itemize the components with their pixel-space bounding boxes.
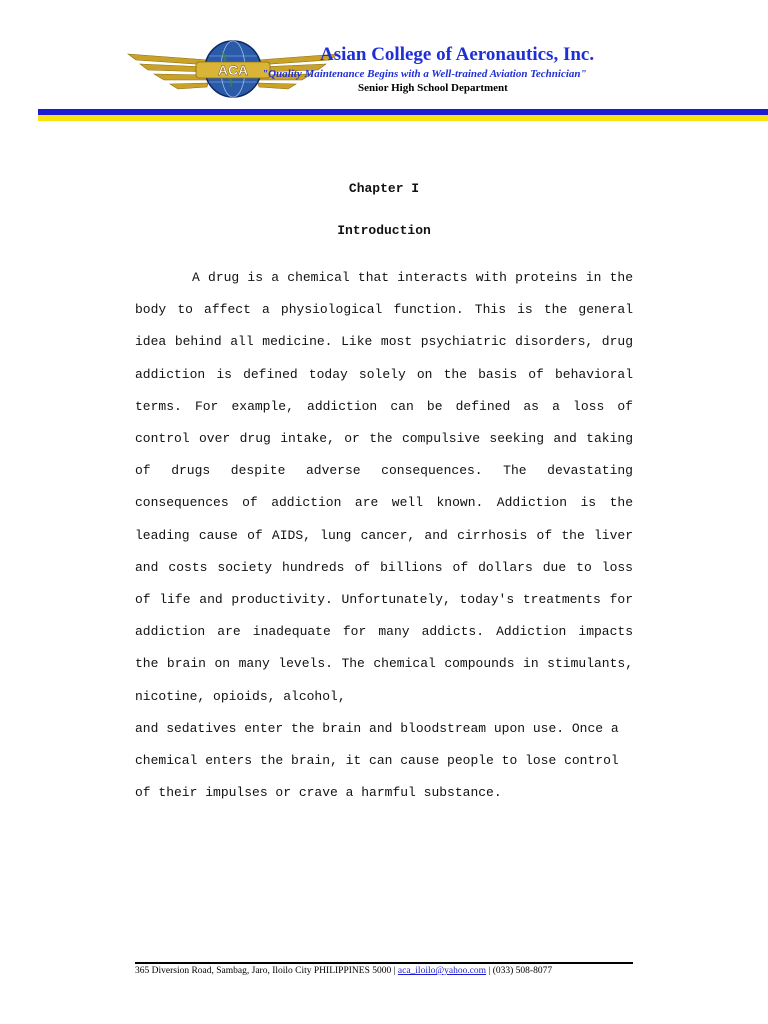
college-name: Asian College of Aeronautics, Inc.: [320, 44, 595, 65]
page-header: [0, 0, 768, 125]
section-title: Introduction: [337, 223, 431, 238]
header-yellow-rule: [38, 115, 768, 121]
department-name: Senior High School Department: [358, 82, 508, 94]
logo-text: ACA: [217, 62, 249, 78]
page-footer: [135, 966, 655, 976]
paragraph-1: A drug is a chemical that interacts with proteins in the body to affect a physiological function. This is the general idea behind all medicine. Like most psychiatric disorders, drug addiction is defined today solely on the basis of behavioral terms. For example, addiction can be defined as a loss of control over drug intake, or the compulsive seeking and taking of drugs despite adverse consequences. The devastating consequences of addiction are well known. Addiction is the leading cause of AIDS, lung cancer, and cirrhosis of the liver and costs society hundreds of billions of dollars due to loss of life and productivity. Unfortunately, today's treatments for addiction are inadequate for many addicts. Addiction impacts the brain on many levels. The chemical compounds in stimulants, nicotine, opioids, alcohol,: [135, 270, 633, 704]
body-text: [135, 262, 633, 809]
college-motto: "Quality Maintenance Begins with a Well-trained Aviation Technician": [262, 68, 587, 80]
paragraph-2: and sedatives enter the brain and bloodstream upon use. Once a chemical enters the brain, it can cause people to lose control of their impulses or crave a harmful substance.: [135, 720, 619, 801]
footer-rule: [135, 962, 633, 964]
footer-phone: | (033) 508-8077: [488, 966, 553, 976]
footer-email-link[interactable]: aca_iloilo@yahoo.com: [397, 966, 487, 976]
chapter-heading: Chapter I: [348, 181, 420, 196]
footer-address: 365 Diversion Road, Sambag, Jaro, Iloilo City PHILIPPINES 5000 |: [135, 966, 396, 976]
